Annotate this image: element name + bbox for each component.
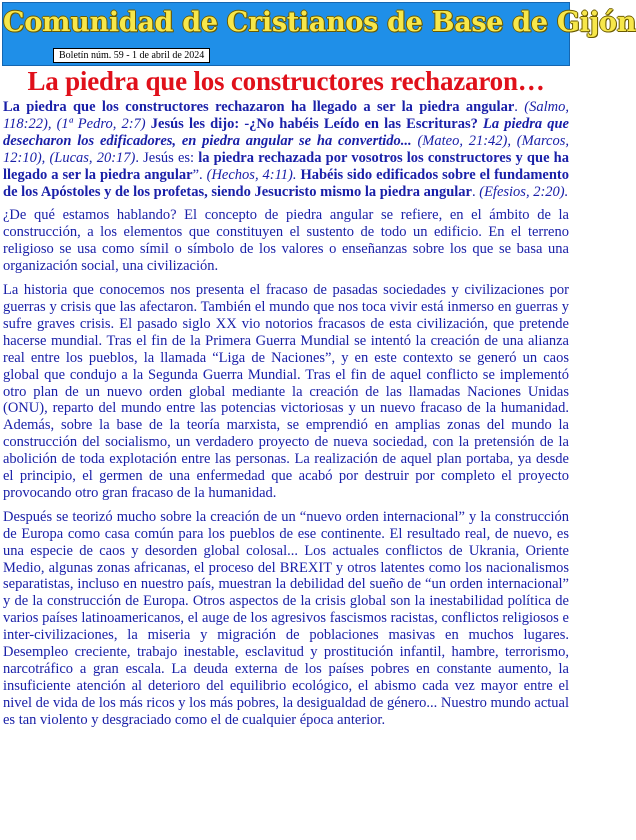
intro-citation-3: (Hechos, 4:11). — [206, 166, 301, 183]
issue-badge: Boletín núm. 59 - 1 de abril de 2024 — [53, 48, 210, 63]
intro-bold-1: La piedra que los constructores rechazaron ha llegado a ser la piedra angular — [3, 99, 515, 115]
article-headline: La piedra que los constructores rechazaron… — [27, 66, 545, 96]
intro-bold-4: Habéis sido edificados sobre el fundamento de los Apóstoles y de los profetas, siendo Jesucristo mismo la piedra angular — [3, 166, 569, 200]
intro-text-1: . — [514, 99, 525, 115]
intro-bold-italic-1: La piedra que desecharon los edificadores, en piedra angular se ha convertido... — [3, 115, 569, 149]
body-paragraph-2: La historia que conocemos nos presenta el fracaso de pasadas sociedades y civilizaciones por guerras y crisis que las afectaron. También el mundo que nos toca vivir está inmerso en guerras y sufre graves crisis. El pasado siglo XX vio notorios fracasos de esta civilización, que pretende hacerse mundial. Tras el fin de la Primera Guerra Mundial se intentó la creación de una alianza real entre los pueblos, la llamada “Liga de Naciones”, y en este contexto se generó un caos global que condujo a la Segunda Guerra Mundial. Tras el fin de aquel conflicto se implementó otro plan de un nuevo orden global mediante la creación de las llamadas Naciones Unidas (ONU), reparto del mundo entre las potencias victoriosas y un nuevo fracaso de la humanidad. Además, sobre la base de la teoría marxista, se emprendió en amplias zonas del mundo la construcción del socialismo, un verdadero proyecto de nueva sociedad, con la pretensión de la abolición de toda explotación entre las personas. La realización de aquel plan portaba, ya desde el principio, el germen de una enfermedad que acabó por destruir por completo el proyecto provocando otro gran fracaso de la humanidad. — [3, 282, 569, 501]
intro-citation-2: (Mateo, 21:42), (Marcos, 12:10), (Lucas, 20:17) — [3, 132, 570, 166]
intro-text-4: . — [471, 183, 480, 200]
intro-paragraph — [3, 99, 569, 200]
body-paragraph-1: ¿De qué estamos hablando? El concepto de piedra angular se refiere, en el ámbito de la construcción, a los elementos que constituyen el sustento de todo un edificio. En el terreno religioso se usa como símil o símbolo de los valores o enseñanzas sobre los que se basa una organización social, una civilización. — [3, 207, 569, 275]
article-body — [3, 99, 569, 736]
intro-bold-2: Jesús les dijo: -¿No habéis Leído en las Escrituras? — [150, 115, 483, 132]
intro-citation-4: (Efesios, 2:20). — [479, 183, 569, 200]
intro-citation-1: (Salmo, 118:22), (1ª Pedro, 2:7) — [3, 99, 570, 132]
banner-title: Comunidad de Cristianos de Base de Gijón — [3, 7, 636, 38]
intro-text-3: ”. — [192, 166, 207, 183]
intro-bold-3: la piedra rechazada por vosotros los constructores y que ha llegado a ser la piedra angular — [3, 149, 569, 183]
intro-text-2: . Jesús es: — [135, 149, 199, 166]
body-paragraph-3: Después se teorizó mucho sobre la creación de un “nuevo orden internacional” y la construcción de Europa como casa común para los pueblos de ese continente. El resultado real, de nuevo, es una especie de caos y desorden global colosal... Los actuales conflictos de Ukrania, Oriente Medio, algunas zonas africanas, el proceso del BREXIT y otros latentes como los nacionalismos separatistas, incluso en nuestro país, muestran la debilidad del sueño de “un orden internacional” y de la construcción de Europa. Otros aspectos de la crisis global son la inestabilidad política de varios países latinoamericanos, el auge de los agresivos fascismos racistas, conflictos religiosos e inter-civilizaciones, la miseria y migración de poblaciones masivas en muchos lugares. Desempleo creciente, trabajo inestable, esclavitud y prostitución infantil, hambre, terrorismo, narcotráfico a gran escala. La deuda externa de los países pobres en constante aumento, la insuficiente atención al deterioro del equilibrio ecológico, el abismo cada vez mayor entre el nivel de vida de los más ricos y los más pobres, la desigualdad de género... Nuestro mundo actual es tan violento y desgraciado como el de cualquier época anterior. — [3, 508, 569, 728]
newsletter-banner — [2, 2, 636, 66]
